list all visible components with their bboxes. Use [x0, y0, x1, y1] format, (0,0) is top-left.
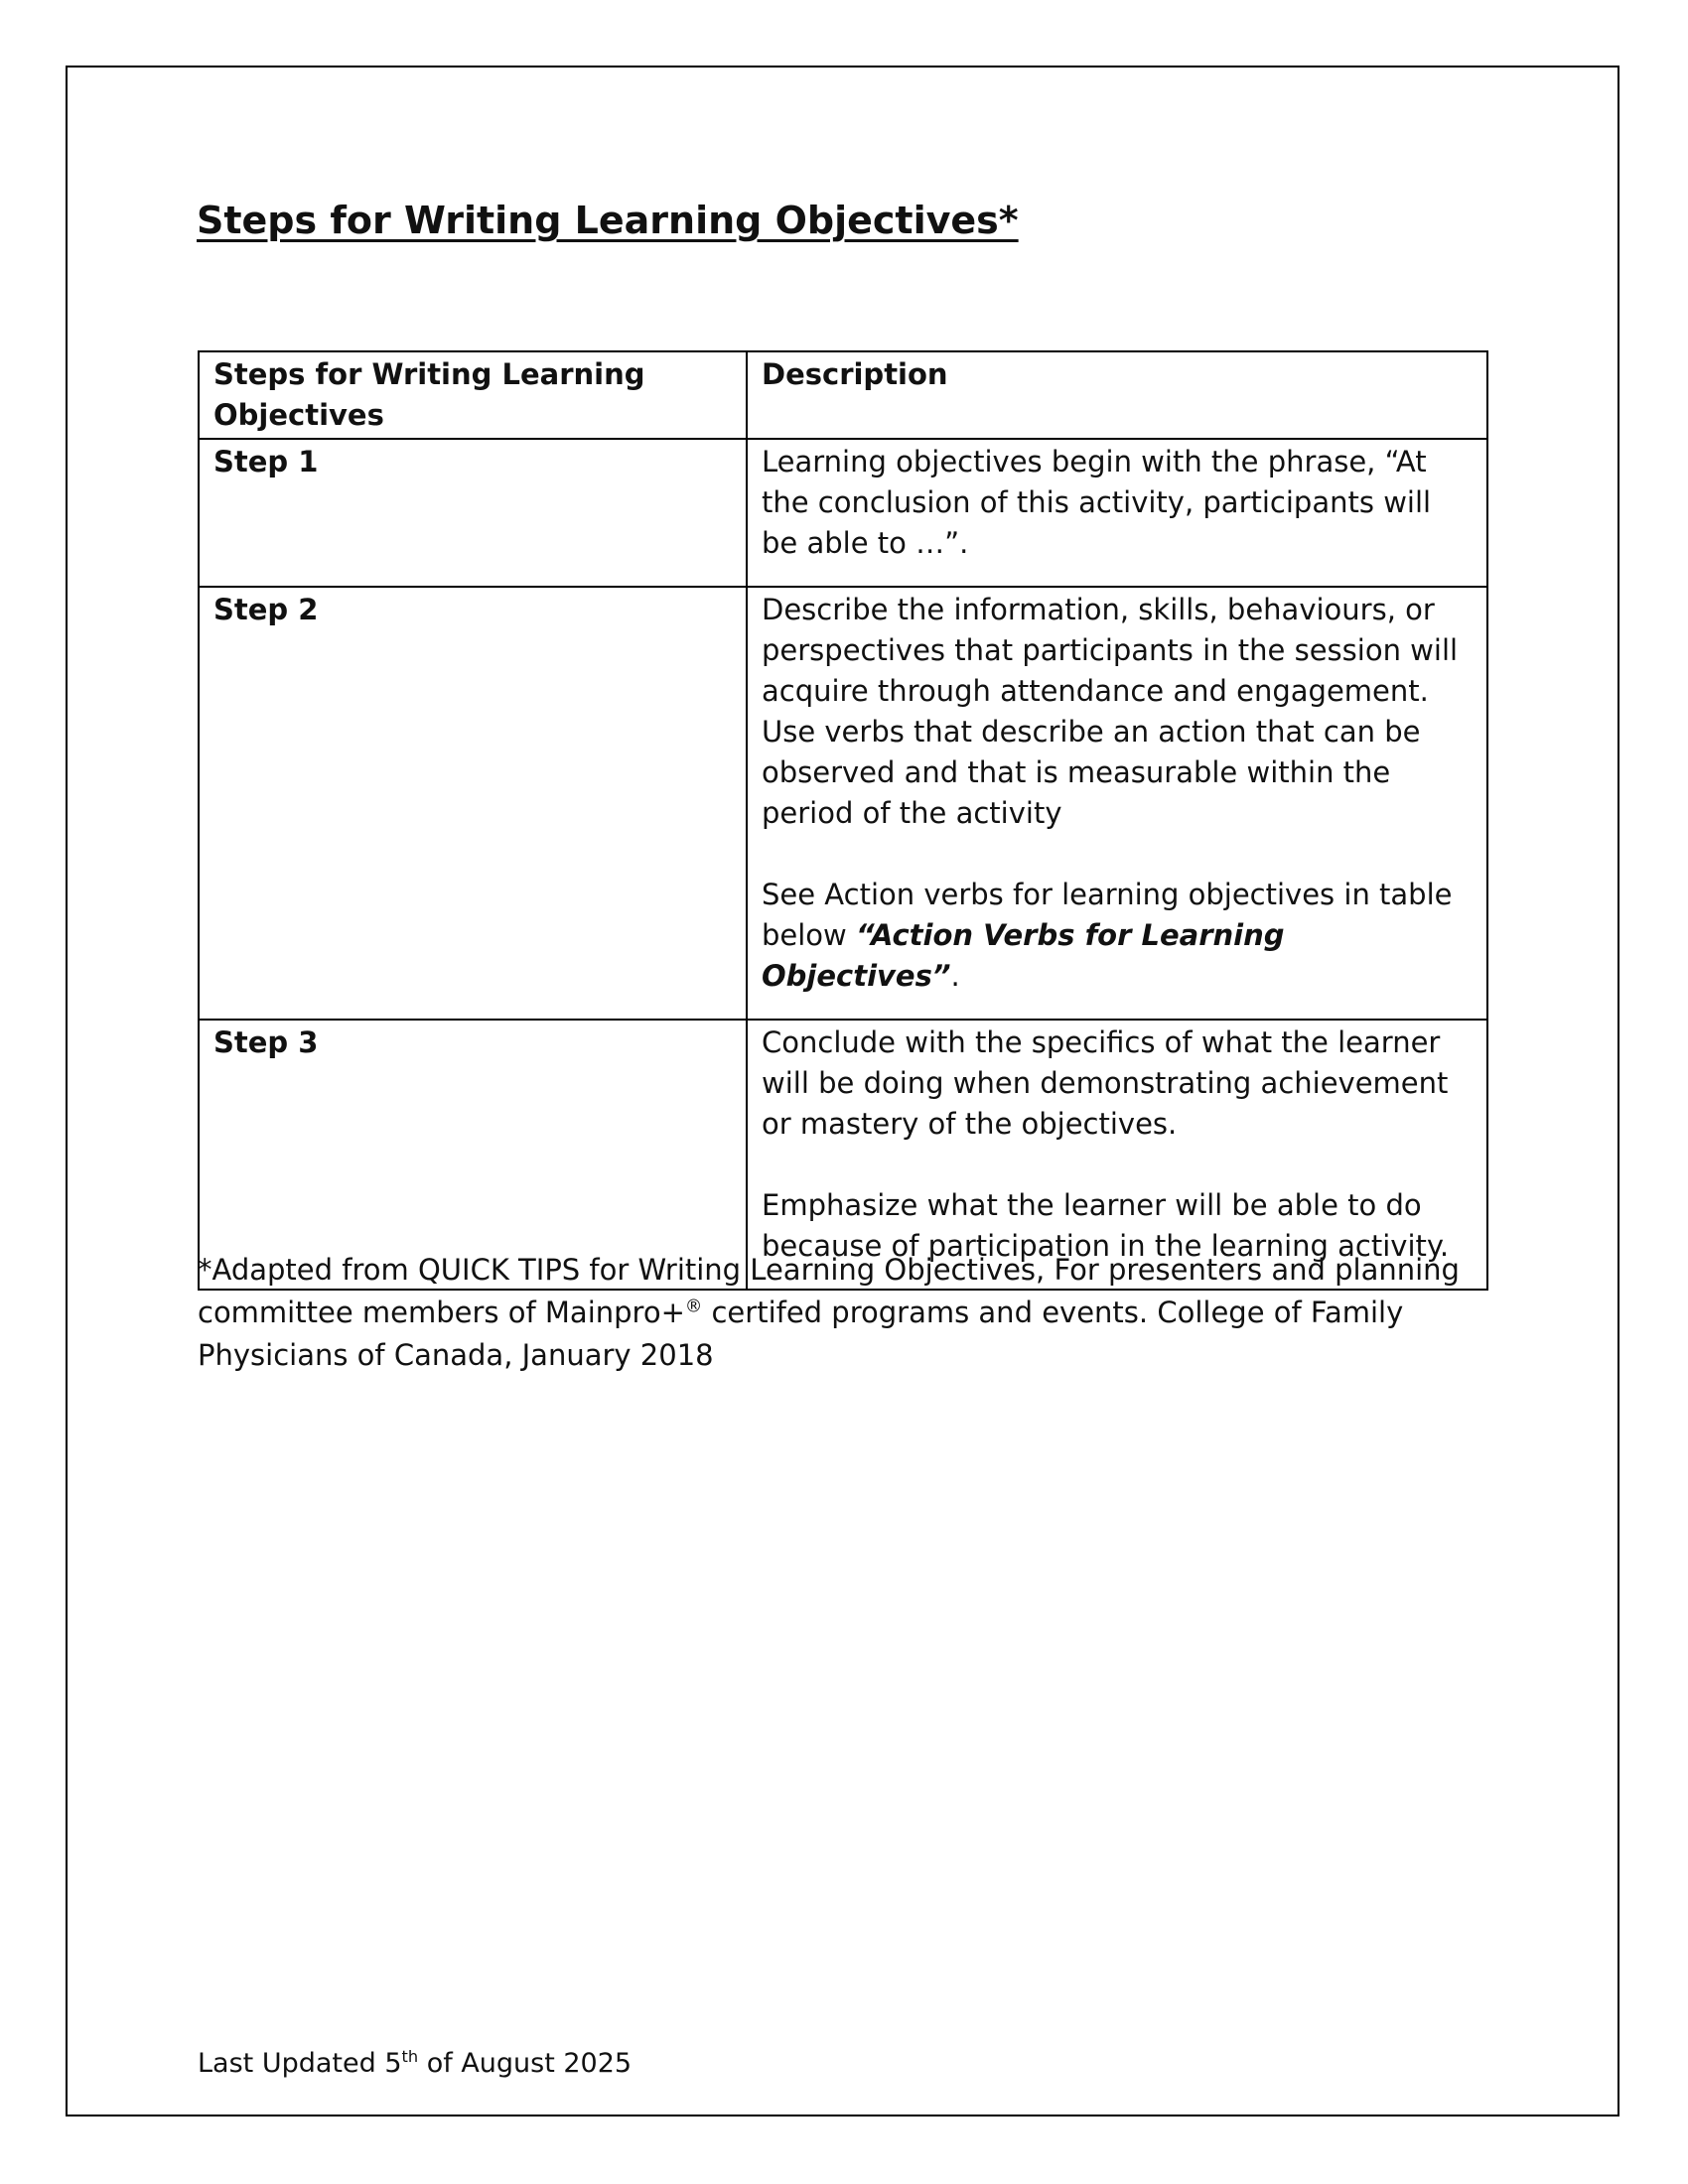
description-text: Learning objectives begin with the phrase, “At the conclusion of this activity, participants will be able to …”.	[762, 445, 1432, 560]
step-label: Step 3	[213, 1025, 319, 1059]
description-cell	[747, 439, 1487, 587]
description-reference	[762, 875, 1473, 997]
last-updated-footer	[198, 2048, 632, 2079]
description-text: Describe the information, skills, behaviours, or perspectives that participants in the session will acquire through attendance and engagement. Use verbs that describe an action that can be observed and that is measurable within the period of the activity	[762, 593, 1459, 830]
page-title: Steps for Writing Learning Objectives*	[197, 199, 1019, 242]
ordinal-suffix: th	[401, 2047, 419, 2066]
footer-text: Last Updated 5	[198, 2048, 402, 2079]
table-header-row	[199, 351, 1487, 439]
column-header-steps: Steps for Writing Learning Objectives	[199, 351, 747, 439]
step-cell	[199, 587, 747, 1020]
steps-table	[198, 350, 1488, 1291]
description-text: Conclude with the specifics of what the learner will be doing when demonstrating achievement or mastery of the objectives.	[762, 1025, 1449, 1141]
footnote-text: certifed programs and events. College of Family Physicians of Canada, January 2018	[198, 1296, 1404, 1372]
table-row	[199, 587, 1487, 1020]
emphasis-text: “Action Verbs for Learning Objectives”	[762, 918, 1285, 993]
description-text: Emphasize what the learner will be able to do because of participation in the learning activity.	[762, 1188, 1450, 1263]
registered-mark: ®	[684, 1297, 703, 1317]
footer-text: of August 2025	[418, 2048, 633, 2079]
description-text: See Action verbs for learning objectives in table below	[762, 878, 1453, 952]
table-row	[199, 439, 1487, 587]
description-cell	[747, 587, 1487, 1020]
step-cell	[199, 439, 747, 587]
footnote	[198, 1249, 1508, 1377]
step-label: Step 1	[213, 445, 319, 478]
step-label: Step 2	[213, 593, 319, 626]
footnote-text: *Adapted from QUICK TIPS for Writing Learning Objectives, For presenters and planning committee members of Mainpro+	[198, 1253, 1460, 1329]
column-header-description: Description	[747, 351, 1487, 439]
emphasis-tail: .	[950, 959, 960, 993]
